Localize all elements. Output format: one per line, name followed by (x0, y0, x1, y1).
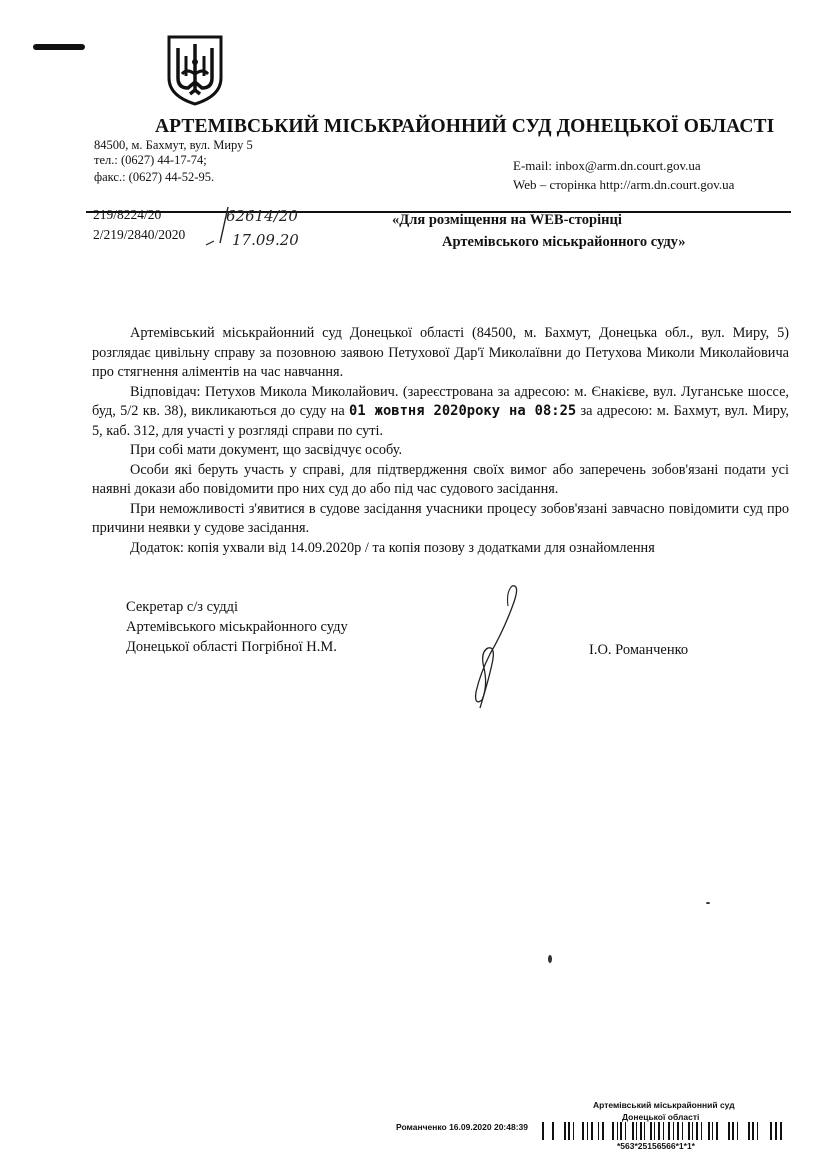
court-name: АРТЕМІВСЬКИЙ МІСЬКРАЙОННИЙ СУД ДОНЕЦЬКОЇ ОБЛАСТІ (155, 116, 775, 137)
secretary-title: Секретар с/з судді (126, 599, 239, 615)
notice-paragraph-evidence: Особи які беруть участь у справі, для підтвердження своїх вимог або заперечень зобов'язані подати усі наявні докази або повідомити про них суд до або під час судового засідання. (92, 461, 789, 497)
placement-note-line2: Артемівського міськрайонного суду» (442, 234, 686, 250)
handwritten-registration-date: 17.09.20 (232, 231, 299, 249)
barcode-icon (540, 1120, 788, 1142)
notice-paragraph-case: Артемівський міськрайонний суд Донецької області (84500, м. Бахмут, Донецька обл., вул. Миру, 5) розглядає цивільну справу за позовною заявою Петухової Дар'ї Миколаївни до Петухова Миколи Миколайовича про стягнення аліментів на час навчання. (92, 325, 789, 380)
notice-paragraph-attachment: Додаток: копія ухвали від 14.09.2020р / та копія позову з додатками для ознайомлення (130, 539, 655, 556)
court-website: Web – сторінка http://arm.dn.court.gov.ua (513, 177, 735, 192)
scan-speck (706, 902, 710, 904)
secretary-block (126, 597, 348, 657)
barcode-text: *563*25156566*1*1* (617, 1141, 695, 1151)
handwritten-registration-number: 62614/20 (226, 207, 298, 225)
margin-mark (33, 44, 85, 50)
secretary-name: Донецької області Погрібної Н.М. (126, 639, 337, 655)
notice-paragraph-absence: При неможливості з'явитися в судове засідання учасники процесу зобов'язані завчасно повідомити суд про причини неявки у судове засідання. (92, 500, 789, 536)
notice-paragraph-summons (92, 383, 789, 442)
secretary-court: Артемівського міськрайонного суду (126, 619, 348, 635)
scan-speck (548, 955, 552, 963)
stamp-court-name: Артемівський міськрайонний суд (593, 1100, 735, 1110)
notice-paragraph-id: При собі мати документ, що засвідчує особу. (130, 442, 403, 458)
court-address: 84500, м. Бахмут, вул. Миру 5 (94, 138, 253, 152)
stamp-signed-by: Романченко 16.09.2020 20:48:39 (396, 1122, 528, 1132)
court-fax: факс.: (0627) 44-52-95. (94, 170, 215, 184)
case-number: 219/8224/20 (93, 207, 162, 222)
court-phone: тел.: (0627) 44-17-74; (94, 153, 207, 167)
hearing-date: 01 жовтня 2020року на 08:25 (349, 403, 577, 419)
judge-name: І.О. Романченко (589, 642, 689, 658)
trident-coat-of-arms-icon (166, 34, 224, 106)
handwritten-signature (468, 582, 528, 712)
proceeding-number: 2/219/2840/2020 (93, 227, 186, 242)
summons-text-end: за адресою: м. Бахмут, вул. Миру, 5, каб. 312, для участі у розгляді справи по суті. (92, 403, 789, 439)
placement-note-line1: «Для розміщення на WEB-сторінці (392, 212, 622, 228)
stamp-region: Донецької області (622, 1112, 700, 1122)
court-email: E-mail: inbox@arm.dn.court.gov.ua (513, 158, 701, 173)
notice-body (92, 324, 789, 558)
summons-text-start: Відповідач: Петухов Микола Миколайович. (зареєстрована за адресою: м. Єнакієве, вул. Луганське шоссе, буд, 5/2 кв. 38), викликаються до суду на (92, 383, 789, 419)
